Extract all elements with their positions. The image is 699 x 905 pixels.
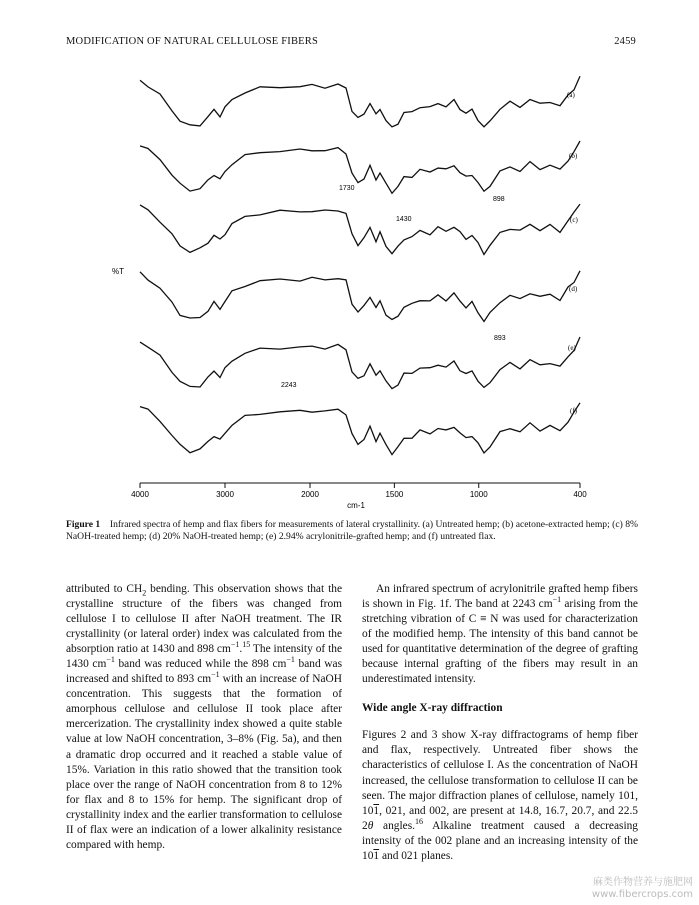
subscript: 2 xyxy=(142,588,147,598)
text-run: with an increase of NaOH concentration. This suggests that the formation of amorphous cellulose and cellulose II took place after mercerization. The crystallinity index showed a quite stable value at low NaOH concentration, 3–8% (Fig. 5a), and then a dramatic drop occurred and it reached a stable value of 15%. Variation in this ratio showed that the transition took place over the range of NaOH concentration from 8 to 12% for flax and 8 to 15% for hemp. The significant drop of crystallinity index and the earlier transformation to cellulose II of flax were an indication of a lower alkalinity resistance compared with hemp. xyxy=(66,673,342,851)
superscript: −1 xyxy=(230,640,240,650)
peak-annotations xyxy=(281,185,506,389)
watermark-line-2: www.fibercrops.com xyxy=(591,889,693,900)
series-label: (d) xyxy=(569,285,578,293)
peak-annotation: 893 xyxy=(494,335,506,342)
spectrum-line xyxy=(140,271,580,322)
peak-annotation: 2243 xyxy=(281,382,297,389)
superscript: −1 xyxy=(552,595,562,605)
left-paragraph xyxy=(66,582,342,853)
x-tick-label: 4000 xyxy=(131,490,149,499)
watermark-line-1: 麻类作物营养与施肥网 xyxy=(593,877,693,888)
spectrum-line xyxy=(140,141,580,193)
spectra-curves xyxy=(140,76,580,454)
spectrum-line xyxy=(140,76,580,127)
text-run: angles. xyxy=(373,819,415,832)
series-label: (a) xyxy=(567,91,575,99)
figure-caption xyxy=(66,519,638,543)
text-run: band was increased and shifted to 893 cm xyxy=(66,658,343,686)
text-run: Figures 2 and 3 show X-ray diffractograms of hemp fiber and flax, respectively. Untreated fiber shows the characteristics of cellulose I. As the concentration of NaOH increased, the cellulose transformation to cellulose II can be seen. The major diffraction planes of cellulose, namely 101, 10 xyxy=(362,729,638,817)
right-column xyxy=(362,582,638,870)
spectrum-line xyxy=(140,403,580,455)
series-label: (e) xyxy=(568,344,576,352)
peak-annotation: 1730 xyxy=(339,185,355,192)
running-head-title: MODIFICATION OF NATURAL CELLULOSE FIBERS xyxy=(66,36,319,47)
superscript: −1 xyxy=(286,655,295,665)
overlined-digit: 1 xyxy=(373,804,380,817)
overlined-digit: 1 xyxy=(373,849,380,862)
y-axis-label: %T xyxy=(112,267,124,276)
text-run: and 021 planes. xyxy=(379,849,454,862)
text-run: bending. This observation shows that the crystalline structure of the fibers was changed from cellulose I to cellulose II after NaOH treatment. The IR crystallinity (or lateral order) index was calculated from the absorption ratio at 1430 and 898 cm xyxy=(66,583,343,656)
caption-text: Infrared spectra of hemp and flax fibers for measurements of lateral crystallinity. (a) Untreated hemp; (b) acetone-extracted hemp; (c) 8% NaOH-treated hemp; (d) 20% NaOH-treated hemp; (e) 2.94% acrylonitrile-grafted hemp; and (f) untreated flax. xyxy=(66,519,639,542)
right-paragraph-1 xyxy=(362,582,638,687)
peak-annotation: 898 xyxy=(493,196,505,203)
watermark xyxy=(592,877,693,901)
superscript: −1 xyxy=(106,655,115,665)
x-tick-label: 1500 xyxy=(385,490,404,499)
text-run: Alkaline treatment caused a decreasing intensity of the 002 plane and an increasing intensity of the 10 xyxy=(362,819,639,862)
peak-annotation: 1430 xyxy=(396,216,412,223)
text-run: , 021, and 002, are present at 14.8, 16.7, 20.7, and 22.5 2 xyxy=(362,804,638,832)
citation: 16 xyxy=(415,816,423,826)
text-run: An infrared spectrum of acrylonitrile grafted hemp fibers is shown in Fig. 1f. The band at 2243 cm xyxy=(362,583,638,611)
x-tick-label: 3000 xyxy=(216,490,234,499)
superscript: −1 xyxy=(211,670,220,680)
x-tick-label: 400 xyxy=(573,490,587,499)
text-run: . xyxy=(239,643,243,656)
series-label: (b) xyxy=(569,152,578,160)
spectrum-line xyxy=(140,204,580,254)
section-heading: Wide angle X-ray diffraction xyxy=(362,702,503,715)
text-run: arising from the stretching vibration of C ≡ N was used for characterization of the modified hemp. The intensity of this band cannot be used for quantitative determination of the degree of grafting because internal grafting of the fibers may result in an underestimated intensity. xyxy=(362,598,638,686)
spectrum-line xyxy=(140,337,580,389)
right-paragraph-2 xyxy=(362,728,638,863)
series-label: (f) xyxy=(570,407,577,415)
x-tick-label: 2000 xyxy=(301,490,319,499)
x-tick-label: 1000 xyxy=(469,490,488,499)
left-column xyxy=(66,582,342,859)
citation: 15 xyxy=(242,640,251,650)
text-run: The intensity of the 1430 cm xyxy=(66,643,343,671)
x-ticks xyxy=(131,483,587,499)
x-axis-label: cm-1 xyxy=(347,501,365,510)
page-number: 2459 xyxy=(614,36,636,47)
caption-label: Figure 1 xyxy=(66,519,101,530)
text-run: band was reduced while the 898 cm xyxy=(114,658,287,671)
theta-symbol: θ xyxy=(367,819,374,832)
series-labels xyxy=(567,91,578,415)
series-label: (c) xyxy=(570,216,578,224)
text-run: attributed to CH xyxy=(66,583,143,595)
